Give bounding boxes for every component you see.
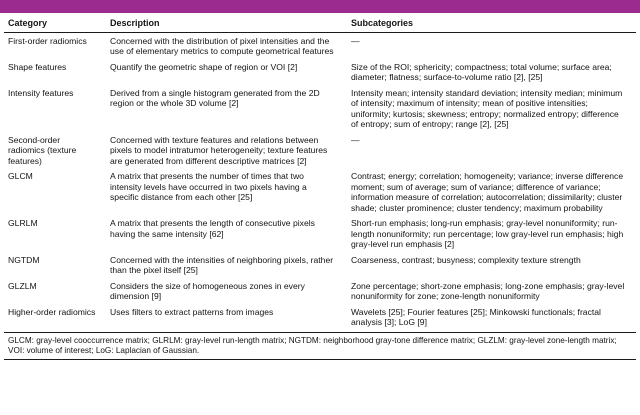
table-row [4, 132, 636, 169]
cell-category: Intensity features [8, 87, 74, 98]
cell-subcategories: Short-run emphasis; long-run emphasis; gray-level nonuniformity; run-length nonuniformity; run percentage; low gray-level run emphasis; high gray-level run emphasis [2] [351, 218, 624, 249]
cell-category: GLRLM [8, 218, 38, 228]
table-title-bar [0, 0, 640, 13]
cell-subcategories: Size of the ROI; sphericity; compactness; total volume; surface area; diameter; flatness; surface-to-volume ratio [2], [25] [351, 61, 612, 82]
column-header-subcategories: Subcategories [347, 13, 636, 32]
cell-category: GLCM [8, 171, 33, 181]
cell-category: Higher-order radiomics [8, 306, 96, 317]
table-body [4, 32, 636, 330]
cell-subcategories: Intensity mean; intensity standard deviation; intensity median; minimum of intensity; maximum of intensity; mean of positive intensities; uniformity; kurtosis; skewness; entropy; normalized entropy; difference of entropy; sum of entropy; range [2], [25] [351, 87, 623, 129]
table-row [4, 215, 636, 252]
radiomics-features-table [4, 13, 636, 330]
cell-subcategories: Wavelets [25]; Fourier features [25]; Minkowski functionals; fractal analysis [3]; LoG [9] [351, 306, 601, 327]
cell-description: Concerned with texture features and relations between pixels to model intratumor heterogeneity; texture features are generated from different descriptive matrices [2] [110, 134, 328, 166]
cell-subcategories: Zone percentage; short-zone emphasis; long-zone emphasis; gray-level nonuniformity for zone; zone-length nonuniformity [351, 280, 625, 301]
cell-category: Second-order radiomics (texture features) [8, 134, 77, 166]
column-header-category: Category [4, 13, 106, 32]
cell-description: Quantify the geometric shape of region or VOI [2] [110, 61, 298, 72]
table-row [4, 252, 636, 278]
column-header-description: Description [106, 13, 347, 32]
cell-category: Shape features [8, 61, 67, 72]
table-footnote: GLCM: gray-level cooccurrence matrix; GLRLM: gray-level run-length matrix; NGTDM: neighborhood gray-tone difference matrix; GLZLM: gray-level zone-length matrix; VOI: volume of interest; LoG: Laplacian of Gaussian. [4, 332, 636, 360]
cell-description: Derived from a single histogram generated from the 2D region or the whole 3D volume [2] [110, 87, 320, 108]
table-row [4, 304, 636, 330]
table-row [4, 168, 636, 215]
cell-subcategories: — [351, 35, 360, 46]
table-row [4, 32, 636, 59]
cell-description: Uses filters to extract patterns from images [110, 306, 274, 317]
cell-description: Concerned with the intensities of neighboring pixels, rather than the pixel itself [25] [110, 254, 334, 275]
cell-description: Concerned with the distribution of pixel intensities and the use of elementary metrics to compute geometrical features [110, 35, 334, 56]
cell-subcategories: Coarseness, contrast; busyness; complexity texture strength [351, 254, 581, 265]
table-row [4, 278, 636, 304]
cell-category: NGTDM [8, 254, 40, 265]
cell-description: A matrix that presents the number of times that two intensity levels have occurred in two pixels having a specific distance from each other [25] [110, 171, 307, 202]
table-row [4, 85, 636, 132]
cell-category: GLZLM [8, 280, 37, 291]
table-header-row [4, 13, 636, 32]
cell-subcategories: — [351, 134, 360, 145]
cell-description: Considers the size of homogeneous zones in every dimension [9] [110, 280, 305, 301]
cell-description: A matrix that presents the length of consecutive pixels having the same intensity [62] [110, 218, 315, 239]
cell-category: First-order radiomics [8, 35, 87, 46]
cell-subcategories: Contrast; energy; correlation; homogeneity; variance; inverse difference moment; sum of average; sum of variance; difference of variance; information measure of correlation; autocorrelation; dissimilarity; cluster shade; cluster prominence; cluster tendency; maximum probability [351, 171, 624, 213]
table-row [4, 59, 636, 85]
